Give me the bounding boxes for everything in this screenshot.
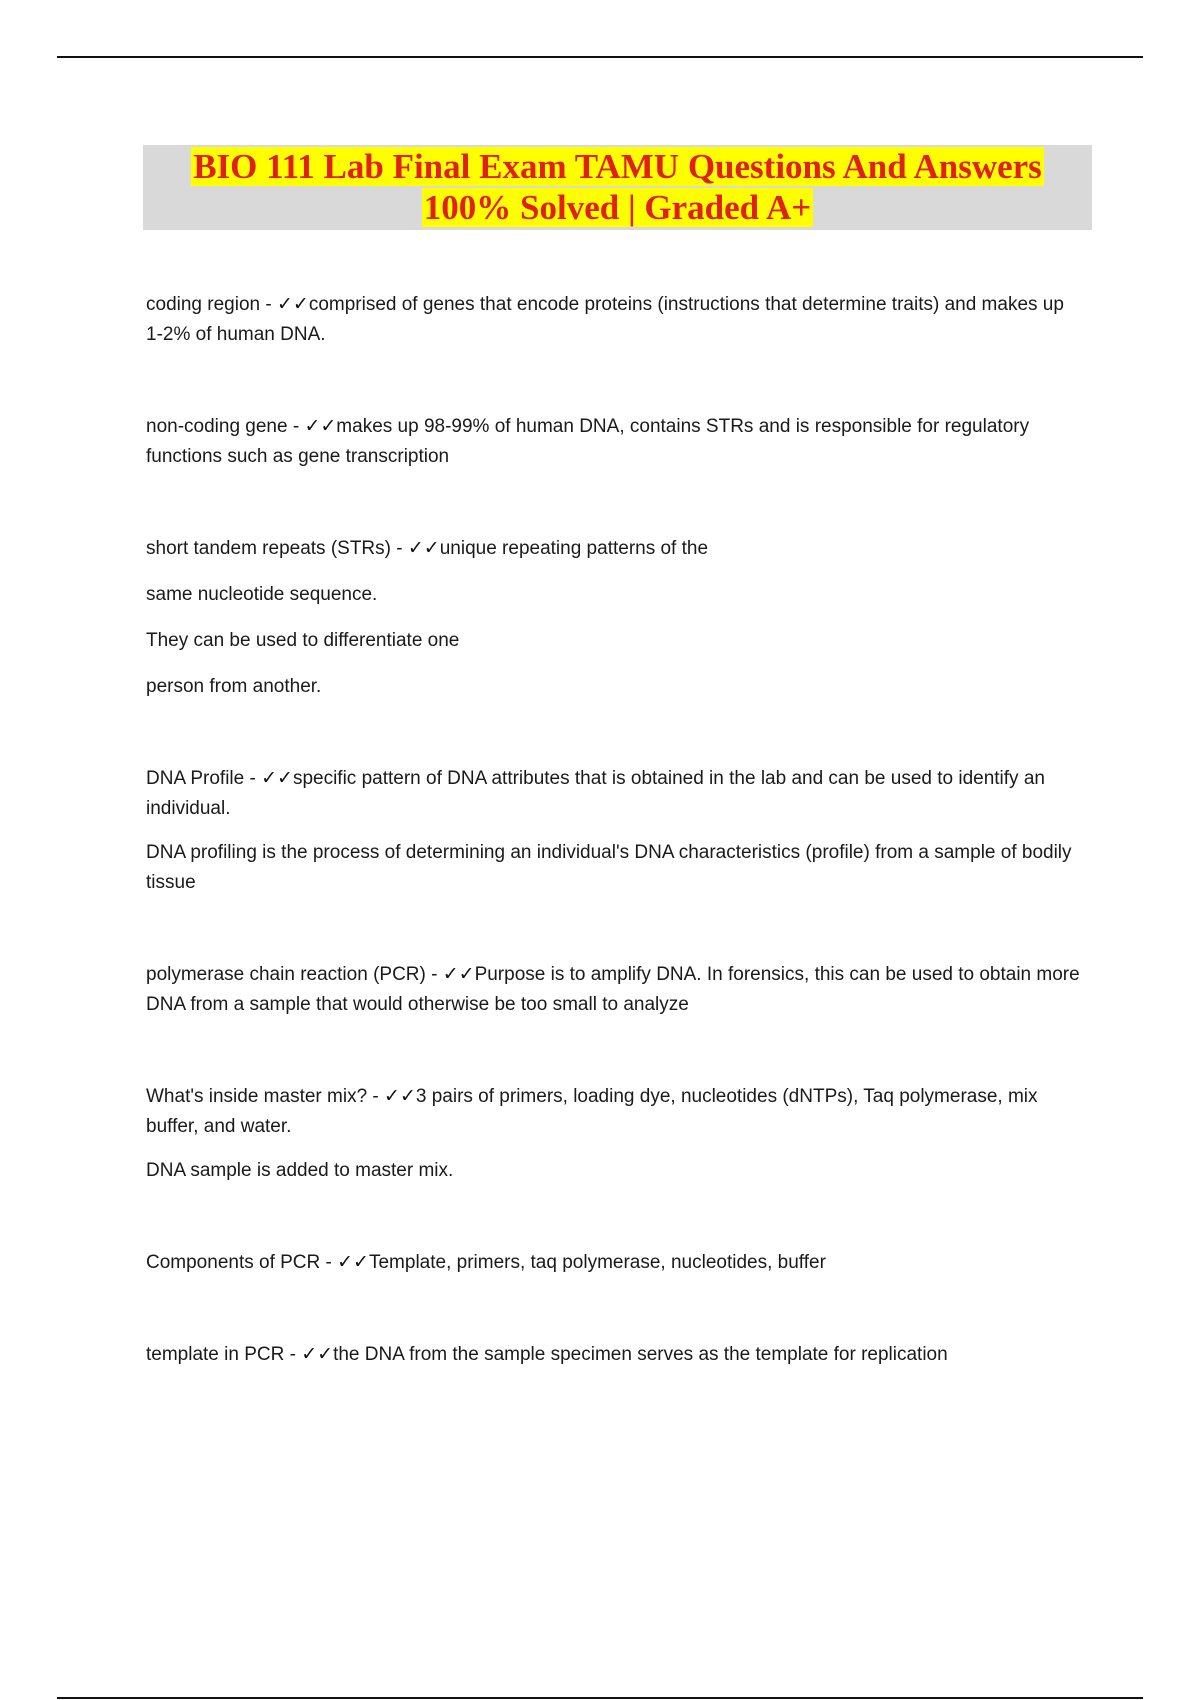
entry-term: template in PCR - [146,1344,302,1365]
title-line-1: BIO 111 Lab Final Exam TAMU Questions And Answers [193,147,1042,186]
title-line-2: 100% Solved | Graded A+ [423,188,812,227]
entry-extra-line: They can be used to differentiate one [146,630,460,651]
entry-extra-line: DNA sample is added to master mix. [146,1160,454,1181]
flashcard-entry [146,290,1086,350]
entry-definition-line [146,290,1086,350]
entry-term: coding region - [146,294,277,315]
entry-definition: comprised of genes that encode proteins (instructions that determine traits) and makes up 1-2% of human DNA. [146,294,1064,345]
entry-definition: 3 pairs of primers, loading dye, nucleotides (dNTPs), Taq polymerase, mix buffer, and water. [146,1086,1038,1137]
double-check-icon: ✓✓ [442,964,475,985]
entry-term: short tandem repeats (STRs) - [146,538,408,559]
entry-term: non-coding gene - [146,416,305,437]
entry-definition: the DNA from the sample specimen serves as the template for replication [333,1344,948,1365]
entry-term: DNA Profile - [146,768,262,789]
document-title [143,145,1092,230]
entry-extra-line: DNA profiling is the process of determining an individual's DNA characteristics (profile) from a sample of bodily tissue [146,842,1072,893]
flashcard-entry [146,534,1086,702]
flashcard-entry [146,412,1086,472]
entry-extra-line: same nucleotide sequence. [146,584,378,605]
entry-definition-line [146,1340,1086,1370]
double-check-icon: ✓✓ [301,1344,334,1365]
entry-definition: Purpose is to amplify DNA. In forensics, this can be used to obtain more DNA from a sample that would otherwise be too small to analyze [146,964,1080,1015]
entry-definition-line [146,1248,1086,1278]
entry-term: Components of PCR - [146,1252,338,1273]
double-check-icon: ✓✓ [304,416,337,437]
entry-definition: makes up 98-99% of human DNA, contains STRs and is responsible for regulatory functions such as gene transcription [146,416,1030,467]
header-rule [57,56,1143,58]
entry-definition-line [146,412,1086,472]
entry-definition-line [146,1082,1086,1142]
flashcard-entry [146,1340,1086,1370]
flashcard-entry [146,764,1086,898]
double-check-icon: ✓✓ [384,1086,416,1107]
double-check-icon: ✓✓ [337,1252,369,1273]
entry-extra-line: person from another. [146,676,322,697]
double-check-icon: ✓✓ [261,768,293,789]
footer-rule [57,1697,1143,1699]
flashcard-list [146,290,1086,1432]
double-check-icon: ✓✓ [276,294,309,315]
entry-definition: specific pattern of DNA attributes that is obtained in the lab and can be used to identify an individual. [146,768,1045,819]
flashcard-entry [146,960,1086,1020]
flashcard-entry [146,1082,1086,1186]
flashcard-entry [146,1248,1086,1278]
entry-definition-line [146,764,1086,824]
entry-term: polymerase chain reaction (PCR) - [146,964,443,985]
entry-definition-line [146,534,1086,564]
entry-definition: unique repeating patterns of the [439,538,709,559]
entry-definition-line [146,960,1086,1020]
entry-definition: Template, primers, taq polymerase, nucleotides, buffer [368,1252,826,1273]
double-check-icon: ✓✓ [407,538,440,559]
entry-term: What's inside master mix? - [146,1086,385,1107]
